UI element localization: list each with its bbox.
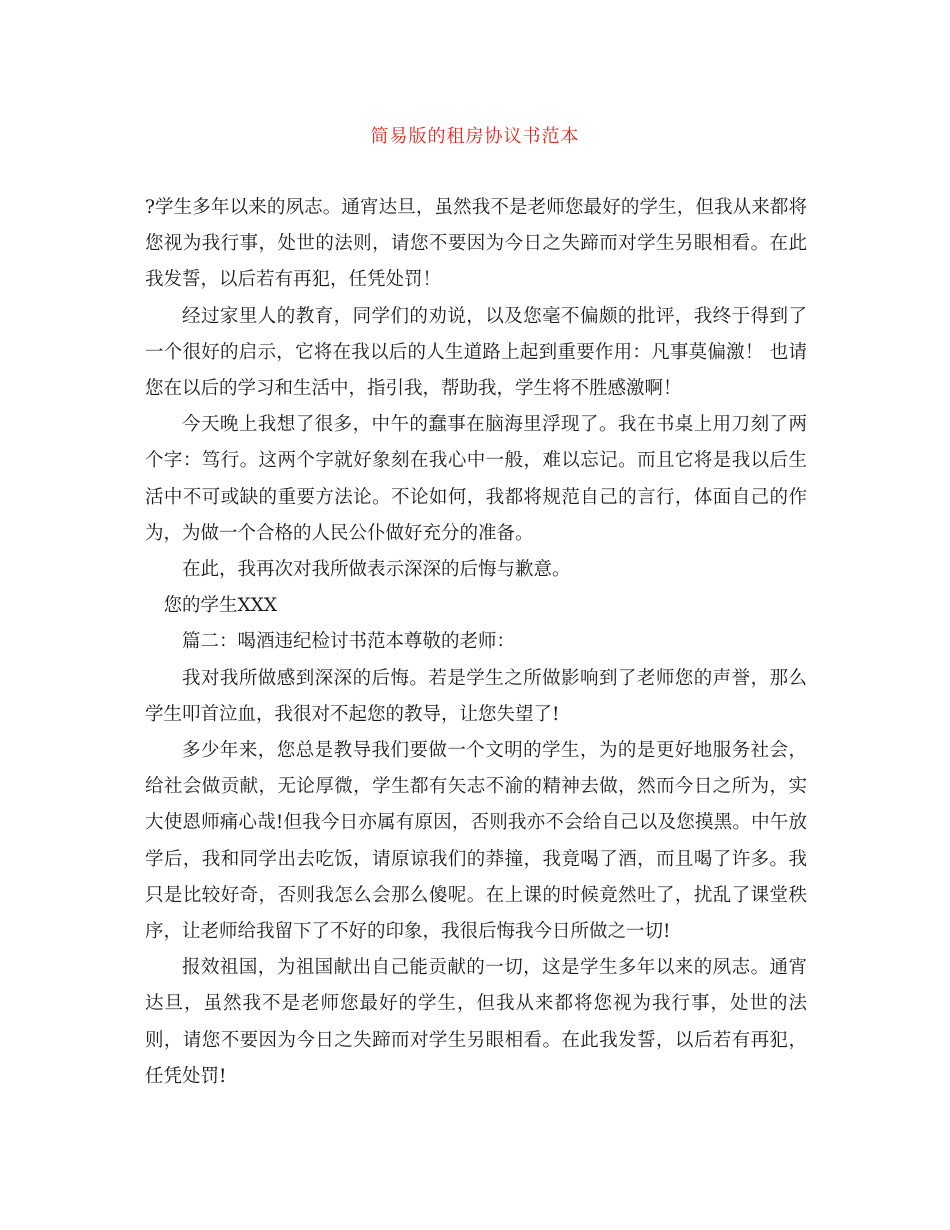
section-heading: 篇二：喝酒违纪检讨书范本尊敬的老师：: [182, 631, 516, 653]
paragraph: 在此，我再次对我所做表示深深的后悔与歉意。: [182, 559, 571, 581]
document-body: [145, 190, 807, 1095]
paragraph: 今天晚上我想了很多，中午的蠢事在脑海里浮现了。我在书桌上用刀刻了两个字：笃行。这两个字就好象刻在我心中一般，难以忘记。而且它将是我以后生活中不可或缺的重要方法论。不论如何，我都将规范自己的言行，体面自己的作为，为做一个合格的人民公仆做好充分的准备。: [145, 414, 807, 544]
paragraph: 经过家里人的教育，同学们的劝说，以及您毫不偏颇的批评，我终于得到了一个很好的启示，它将在我以后的人生道路上起到重要作用：凡事莫偏激！ 也请您在以后的学习和生活中，指引我，帮助我，学生将不胜感激啊！: [145, 305, 807, 400]
paragraph: ?学生多年以来的夙志。通宵达旦，虽然我不是老师您最好的学生，但我从来都将您视为我行事，处世的法则，请您不要因为今日之失蹄而对学生另眼相看。在此我发誓，以后若有再犯，任凭处罚！: [145, 197, 807, 291]
paragraph: 报效祖国，为祖国献出自己能贡献的一切，这是学生多年以来的夙志。通宵达旦，虽然我不是老师您最好的学生，但我从来都将您视为我行事，处世的法则，请您不要因为今日之失蹄而对学生另眼相看。在此我发誓，以后若有再犯，任凭处罚!: [145, 957, 807, 1087]
paragraph: 多少年来，您总是教导我们要做一个文明的学生，为的是更好地服务社会，给社会做贡献，无论厚微，学生都有矢志不渝的精神去做，然而今日之所为，实大使恩师痛心哉!但我今日亦属有原因，否则我亦不会给自己以及您摸黑。中午放学后，我和同学出去吃饭，请原谅我们的莽撞，我竟喝了酒，而且喝了许多。我只是比较好奇，否则我怎么会那么傻呢。在上课的时候竟然吐了，扰乱了课堂秩序，让老师给我留下了不好的印象，我很后悔我今日所做之一切!: [145, 740, 807, 943]
document-title: 简易版的租房协议书范本: [370, 126, 580, 147]
paragraph: 我对我所做感到深深的后悔。若是学生之所做影响到了老师您的声誉，那么学生叩首泣血，我很对不起您的教导，让您失望了!: [145, 667, 807, 725]
signature-line: 您的学生XXX: [163, 595, 278, 617]
